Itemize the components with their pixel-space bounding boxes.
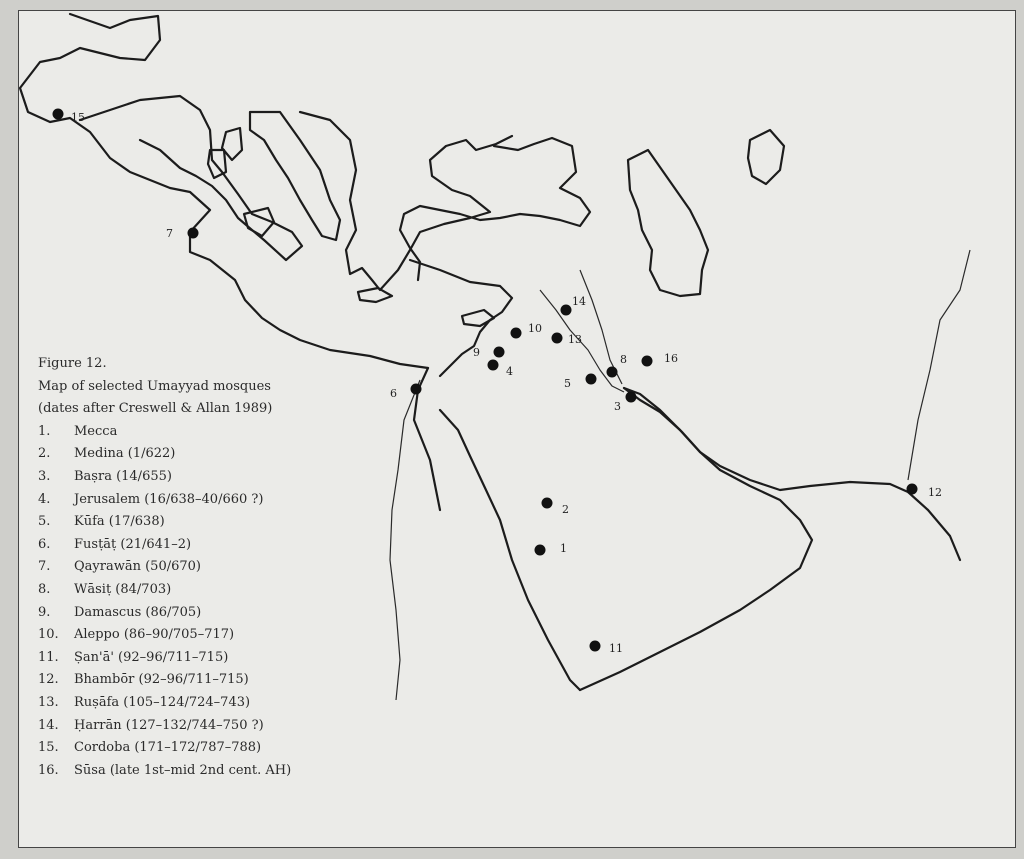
legend-item bbox=[38, 760, 291, 783]
mosque-marker-dot bbox=[907, 484, 918, 495]
legend-item bbox=[38, 737, 291, 760]
red-sea-east bbox=[440, 410, 580, 690]
mosque-marker-dot bbox=[626, 392, 637, 403]
mosque-marker-dot bbox=[607, 367, 618, 378]
legend-item-text: Baṣra (14/655) bbox=[74, 468, 172, 484]
mosque-marker-dot bbox=[488, 360, 499, 371]
mosque-marker-dot bbox=[535, 545, 546, 556]
mosque-marker-dot bbox=[586, 374, 597, 385]
mosque-marker-dot bbox=[642, 356, 653, 367]
legend-item-text: Fusṭāṭ (21/641–2) bbox=[74, 536, 192, 552]
caspian-sea bbox=[628, 150, 708, 296]
legend-item bbox=[38, 511, 291, 534]
mosque-marker-dot bbox=[542, 498, 553, 509]
legend-item bbox=[38, 602, 291, 625]
figure-subtitle: Map of selected Umayyad mosques bbox=[38, 378, 271, 394]
mosque-marker-dot bbox=[494, 347, 505, 358]
legend-item-text: Bhambōr (92–96/711–715) bbox=[74, 672, 249, 688]
mosque-marker-dot bbox=[590, 641, 601, 652]
mosque-marker-label: 13 bbox=[568, 333, 582, 346]
legend-item bbox=[38, 647, 291, 670]
legend-item-number: 12. bbox=[38, 672, 59, 688]
mosque-marker-label: 3 bbox=[614, 400, 621, 413]
nile-river bbox=[390, 380, 420, 700]
mosque-marker-label: 1 bbox=[560, 542, 567, 555]
mosque-marker-label: 8 bbox=[620, 353, 627, 366]
legend-item-number: 14. bbox=[38, 717, 59, 733]
mosque-marker-dot bbox=[561, 305, 572, 316]
legend-item bbox=[38, 489, 291, 512]
legend-item-number: 3. bbox=[38, 468, 51, 484]
legend-item bbox=[38, 669, 291, 692]
legend-item-text: Cordoba (171–172/787–788) bbox=[74, 740, 262, 756]
mosque-marker-label: 12 bbox=[928, 486, 942, 499]
legend-item-number: 6. bbox=[38, 536, 51, 552]
legend-item bbox=[38, 466, 291, 489]
legend-item-number: 13. bbox=[38, 694, 59, 710]
mosque-marker-dot bbox=[511, 328, 522, 339]
legend-panel bbox=[38, 353, 291, 782]
mosque-marker-dot bbox=[53, 109, 64, 120]
legend-item-number: 15. bbox=[38, 740, 59, 756]
legend-item bbox=[38, 556, 291, 579]
balkans-coast bbox=[300, 112, 512, 290]
legend-item bbox=[38, 624, 291, 647]
indus-river bbox=[908, 250, 970, 480]
legend-item-number: 8. bbox=[38, 581, 51, 597]
legend-item bbox=[38, 443, 291, 466]
mosque-marker-label: 2 bbox=[562, 503, 569, 516]
legend-item-text: Qayrawān (50/670) bbox=[74, 559, 201, 575]
mosque-marker-dot bbox=[188, 228, 199, 239]
figure-title: Figure 12. bbox=[38, 356, 107, 371]
iberia-coast bbox=[20, 14, 428, 368]
mosque-marker-label: 16 bbox=[664, 352, 678, 365]
legend-item-text: Mecca bbox=[74, 423, 118, 439]
legend-item bbox=[38, 534, 291, 557]
crete-island bbox=[358, 288, 392, 302]
legend-item-number: 16. bbox=[38, 762, 59, 778]
legend-item-text: Aleppo (86–90/705–717) bbox=[74, 627, 235, 643]
mosque-marker-label: 11 bbox=[609, 642, 623, 655]
legend-item-text: Wāsiṭ (84/703) bbox=[74, 581, 172, 597]
anatolia-coast bbox=[410, 260, 512, 376]
legend-item-number: 5. bbox=[38, 514, 51, 530]
mosque-marker-label: 7 bbox=[166, 227, 173, 240]
legend-item bbox=[38, 692, 291, 715]
legend-item bbox=[38, 421, 291, 444]
legend-item-text: Kūfa (17/638) bbox=[74, 514, 165, 530]
mosque-marker-label: 5 bbox=[564, 377, 571, 390]
mosque-marker-dot bbox=[411, 384, 422, 395]
legend-item-text: Jerusalem (16/638–40/660 ?) bbox=[74, 491, 264, 507]
legend-item-number: 1. bbox=[38, 423, 51, 439]
mosque-marker-label: 6 bbox=[390, 387, 397, 400]
mosque-marker-label: 4 bbox=[506, 365, 513, 378]
legend-item-text: Ḥarrān (127–132/744–750 ?) bbox=[74, 717, 264, 733]
mosque-marker-label: 10 bbox=[528, 322, 542, 335]
cyprus-island bbox=[462, 310, 494, 326]
legend-item-text: Medina (1/622) bbox=[74, 446, 176, 462]
mosque-marker-label: 14 bbox=[572, 295, 586, 308]
figure-source-note: (dates after Creswell & Allan 1989) bbox=[38, 401, 273, 417]
legend-item-number: 2. bbox=[38, 446, 51, 462]
legend-item-number: 11. bbox=[38, 649, 59, 665]
legend-item-number: 7. bbox=[38, 559, 51, 575]
legend-item bbox=[38, 715, 291, 738]
legend-item-number: 10. bbox=[38, 627, 59, 643]
mosque-marker-dot bbox=[552, 333, 563, 344]
legend-item-number: 4. bbox=[38, 491, 51, 507]
legend-item bbox=[38, 579, 291, 602]
legend-list bbox=[38, 421, 291, 783]
legend-item-text: Damascus (86/705) bbox=[74, 604, 202, 620]
black-sea-coast bbox=[400, 138, 590, 280]
legend-item-text: Ruṣāfa (105–124/724–743) bbox=[74, 694, 251, 710]
tigris-river bbox=[580, 270, 622, 384]
mosque-marker-label: 15 bbox=[71, 111, 85, 124]
legend-item-text: Ṣan'ā' (92–96/711–715) bbox=[74, 649, 229, 665]
aral-sea bbox=[748, 130, 784, 184]
legend-item-text: Sūsa (late 1st–mid 2nd cent. AH) bbox=[74, 762, 292, 778]
mosque-marker-label: 9 bbox=[473, 346, 480, 359]
italy-peninsula bbox=[250, 112, 340, 240]
legend-item-number: 9. bbox=[38, 604, 51, 620]
